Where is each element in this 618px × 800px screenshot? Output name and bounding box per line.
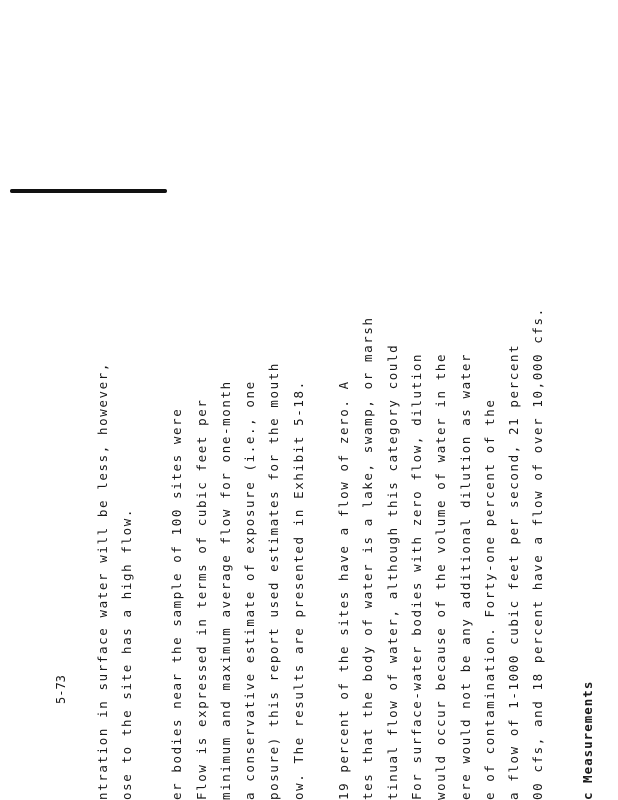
body-line: ere would not be any additional dilution as water — [458, 352, 473, 800]
page-number: 5-73 — [54, 675, 68, 704]
body-line: Flow is expressed in terms of cubic feet per — [194, 398, 209, 800]
body-line: a conservative estimate of exposure (i.e., one — [242, 380, 257, 800]
body-line: ntration in surface water will be less, however, — [95, 361, 110, 800]
body-line: posure) this report used estimates for the mouth — [266, 361, 281, 800]
body-line: tes that the body of water is a lake, swamp, or marsh — [360, 316, 375, 800]
body-line: er bodies near the sample of 100 sites were — [169, 407, 184, 800]
body-line: a flow of 1-1000 cubic feet per second, 21 percent — [506, 343, 521, 800]
body-line: For surface-water bodies with zero flow, dilution — [409, 352, 424, 800]
body-line: minimum and maximum average flow for one-month — [218, 380, 233, 800]
body-line: ose to the site has a high flow. — [119, 507, 134, 800]
body-line: 19 percent of the sites have a flow of zero. A — [336, 380, 351, 800]
section-heading: c Measurements — [580, 680, 595, 800]
body-line: ow. The results are presented in Exhibit 5-18. — [291, 380, 306, 800]
body-line: 00 cfs, and 18 percent have a flow of over 10,000 cfs. — [530, 307, 545, 800]
body-line: would occur because of the volume of water in the — [433, 352, 448, 800]
horizontal-rule — [10, 189, 167, 193]
body-line: tinual flow of water, although this category could — [385, 343, 400, 800]
body-line: e of contamination. Forty-one percent of the — [482, 398, 497, 800]
